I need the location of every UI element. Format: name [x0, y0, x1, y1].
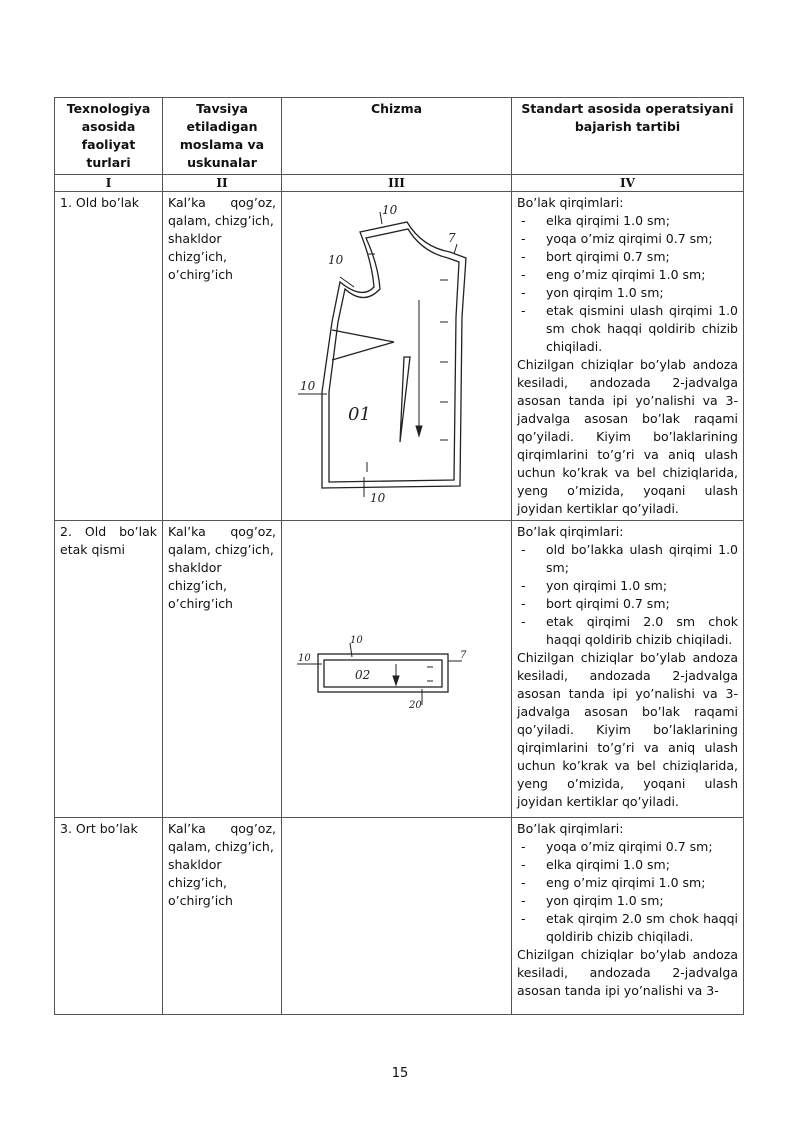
list-item: - bort qirqimi 0.7 sm; [517, 595, 738, 613]
list-item: - elka qirqimi 1.0 sm; [517, 856, 738, 874]
cuts-list [517, 541, 738, 649]
tool-line: chizg’ich, [168, 578, 227, 593]
header-procedure: Standart asosida operatsiyani bajarish tartibi [512, 98, 744, 175]
table-row [55, 192, 744, 521]
piece-label: 02 [355, 668, 371, 682]
row-title: 1. Old bo’lak [55, 192, 163, 521]
roman-3: III [282, 175, 512, 192]
cuts-title: Bo’lak qirqimlari: [517, 195, 624, 210]
table-row [55, 521, 744, 818]
cuts-list [517, 212, 738, 356]
tool-line: o’chirg’ich [168, 267, 233, 282]
row-tools [163, 192, 282, 521]
dim-label: 10 [328, 253, 344, 267]
dim-label: 10 [382, 203, 398, 217]
roman-4: IV [512, 175, 744, 192]
row-procedure [512, 192, 744, 521]
tool-line: Kal’ka qog’oz, [168, 195, 276, 210]
dim-label: 10 [370, 491, 386, 505]
list-item: - yoqa o’miz qirqimi 0.7 sm; [517, 838, 738, 856]
page-number: 15 [391, 1066, 409, 1081]
front-panel-pattern [282, 192, 512, 515]
list-item: - eng o’miz qirqimi 1.0 sm; [517, 266, 738, 284]
dim-label: 10 [300, 379, 316, 393]
tool-line: shakldor [168, 560, 222, 575]
hem-panel-pattern [282, 521, 512, 813]
tool-line: o’chirg’ich [168, 596, 233, 611]
row-tools [163, 521, 282, 818]
header-tools: Tavsiya etiladigan moslama va uskunalar [163, 98, 282, 175]
list-item: - yoqa o’miz qirqimi 0.7 sm; [517, 230, 738, 248]
row-title: 2. Old bo’lak etak qismi [55, 521, 163, 818]
list-item: - etak qismini ulash qirqimi 1.0 sm chok haqqi qoldirib chizib chiqiladi. [517, 302, 738, 356]
roman-1: I [55, 175, 163, 192]
dim-label: 10 [350, 635, 363, 646]
tool-line: qalam, chizg’ich, [168, 542, 274, 557]
tool-line: shakldor [168, 231, 222, 246]
row-procedure [512, 818, 744, 1015]
piece-label: 01 [348, 404, 371, 425]
procedure-text: Chizilgan chiziqlar bo’ylab andoza kesiladi, andozada 2-jadvalga asosan tanda ipi yo’nalishi va 3-jadvalga asosan bo’lak raqami qo’yiladi. Kiyim bo’laklarining qirqimlarini to’g’ri va aniq ulash uchun ko’krak va bel chiziqlarida, yeng o’mizida, yoqani ulash joyidan kertiklar qo’yiladi. [517, 357, 738, 516]
tool-line: qalam, chizg’ich, [168, 839, 274, 854]
cuts-title: Bo’lak qirqimlari: [517, 821, 624, 836]
tool-line: chizg’ich, [168, 875, 227, 890]
cuts-list [517, 838, 738, 946]
list-item: - elka qirqimi 1.0 sm; [517, 212, 738, 230]
procedure-text: Chizilgan chiziqlar bo’ylab andoza kesiladi, andozada 2-jadvalga asosan tanda ipi yo’nalishi va 3-jadvalga asosan bo’lak raqami qo’yiladi. Kiyim bo’laklarining qirqimlarini to’g’ri va aniq ulash uchun ko’krak va bel chiziqlarida, yeng o’mizida, yoqani ulash joyidan kertiklar qo’yiladi. [517, 650, 738, 809]
list-item: - yon qirqimi 1.0 sm; [517, 577, 738, 595]
row-procedure [512, 521, 744, 818]
row-title: 3. Ort bo’lak [55, 818, 163, 1015]
pattern-drawing-hem [282, 521, 512, 818]
operations-table [54, 97, 744, 1015]
tool-line: o’chirg’ich [168, 893, 233, 908]
dim-label: 10 [298, 653, 311, 664]
list-item: - bort qirqimi 0.7 sm; [517, 248, 738, 266]
list-item: - old bo’lakka ulash qirqimi 1.0 sm; [517, 541, 738, 577]
roman-2: II [163, 175, 282, 192]
list-item: - yon qirqim 1.0 sm; [517, 284, 738, 302]
pattern-drawing-front [282, 192, 512, 521]
pattern-drawing-back [282, 818, 512, 1015]
list-item: - etak qirqim 2.0 sm chok haqqi qoldirib chizib chiqiladi. [517, 910, 738, 946]
tool-line: qalam, chizg’ich, [168, 213, 274, 228]
tool-line: chizg’ich, [168, 249, 227, 264]
header-drawing: Chizma [282, 98, 512, 175]
list-item: - yon qirqim 1.0 sm; [517, 892, 738, 910]
procedure-text: Chizilgan chiziqlar bo’ylab andoza kesiladi, andozada 2-jadvalga asosan tanda ipi yo’nalishi va 3- [517, 947, 738, 998]
table-row [55, 818, 744, 1015]
row-tools [163, 818, 282, 1015]
dim-label: 7 [460, 650, 467, 661]
cuts-title: Bo’lak qirqimlari: [517, 524, 624, 539]
list-item: - eng o’miz qirqimi 1.0 sm; [517, 874, 738, 892]
tool-line: Kal’ka qog’oz, [168, 524, 276, 539]
tool-line: shakldor [168, 857, 222, 872]
tool-line: Kal’ka qog’oz, [168, 821, 276, 836]
list-item: - etak qirqimi 2.0 sm chok haqqi qoldirib chizib chiqiladi. [517, 613, 738, 649]
header-activity: Texnologiya asosida faoliyat turlari [55, 98, 163, 175]
dim-label: 20 [409, 700, 422, 711]
dim-label: 7 [448, 231, 456, 245]
